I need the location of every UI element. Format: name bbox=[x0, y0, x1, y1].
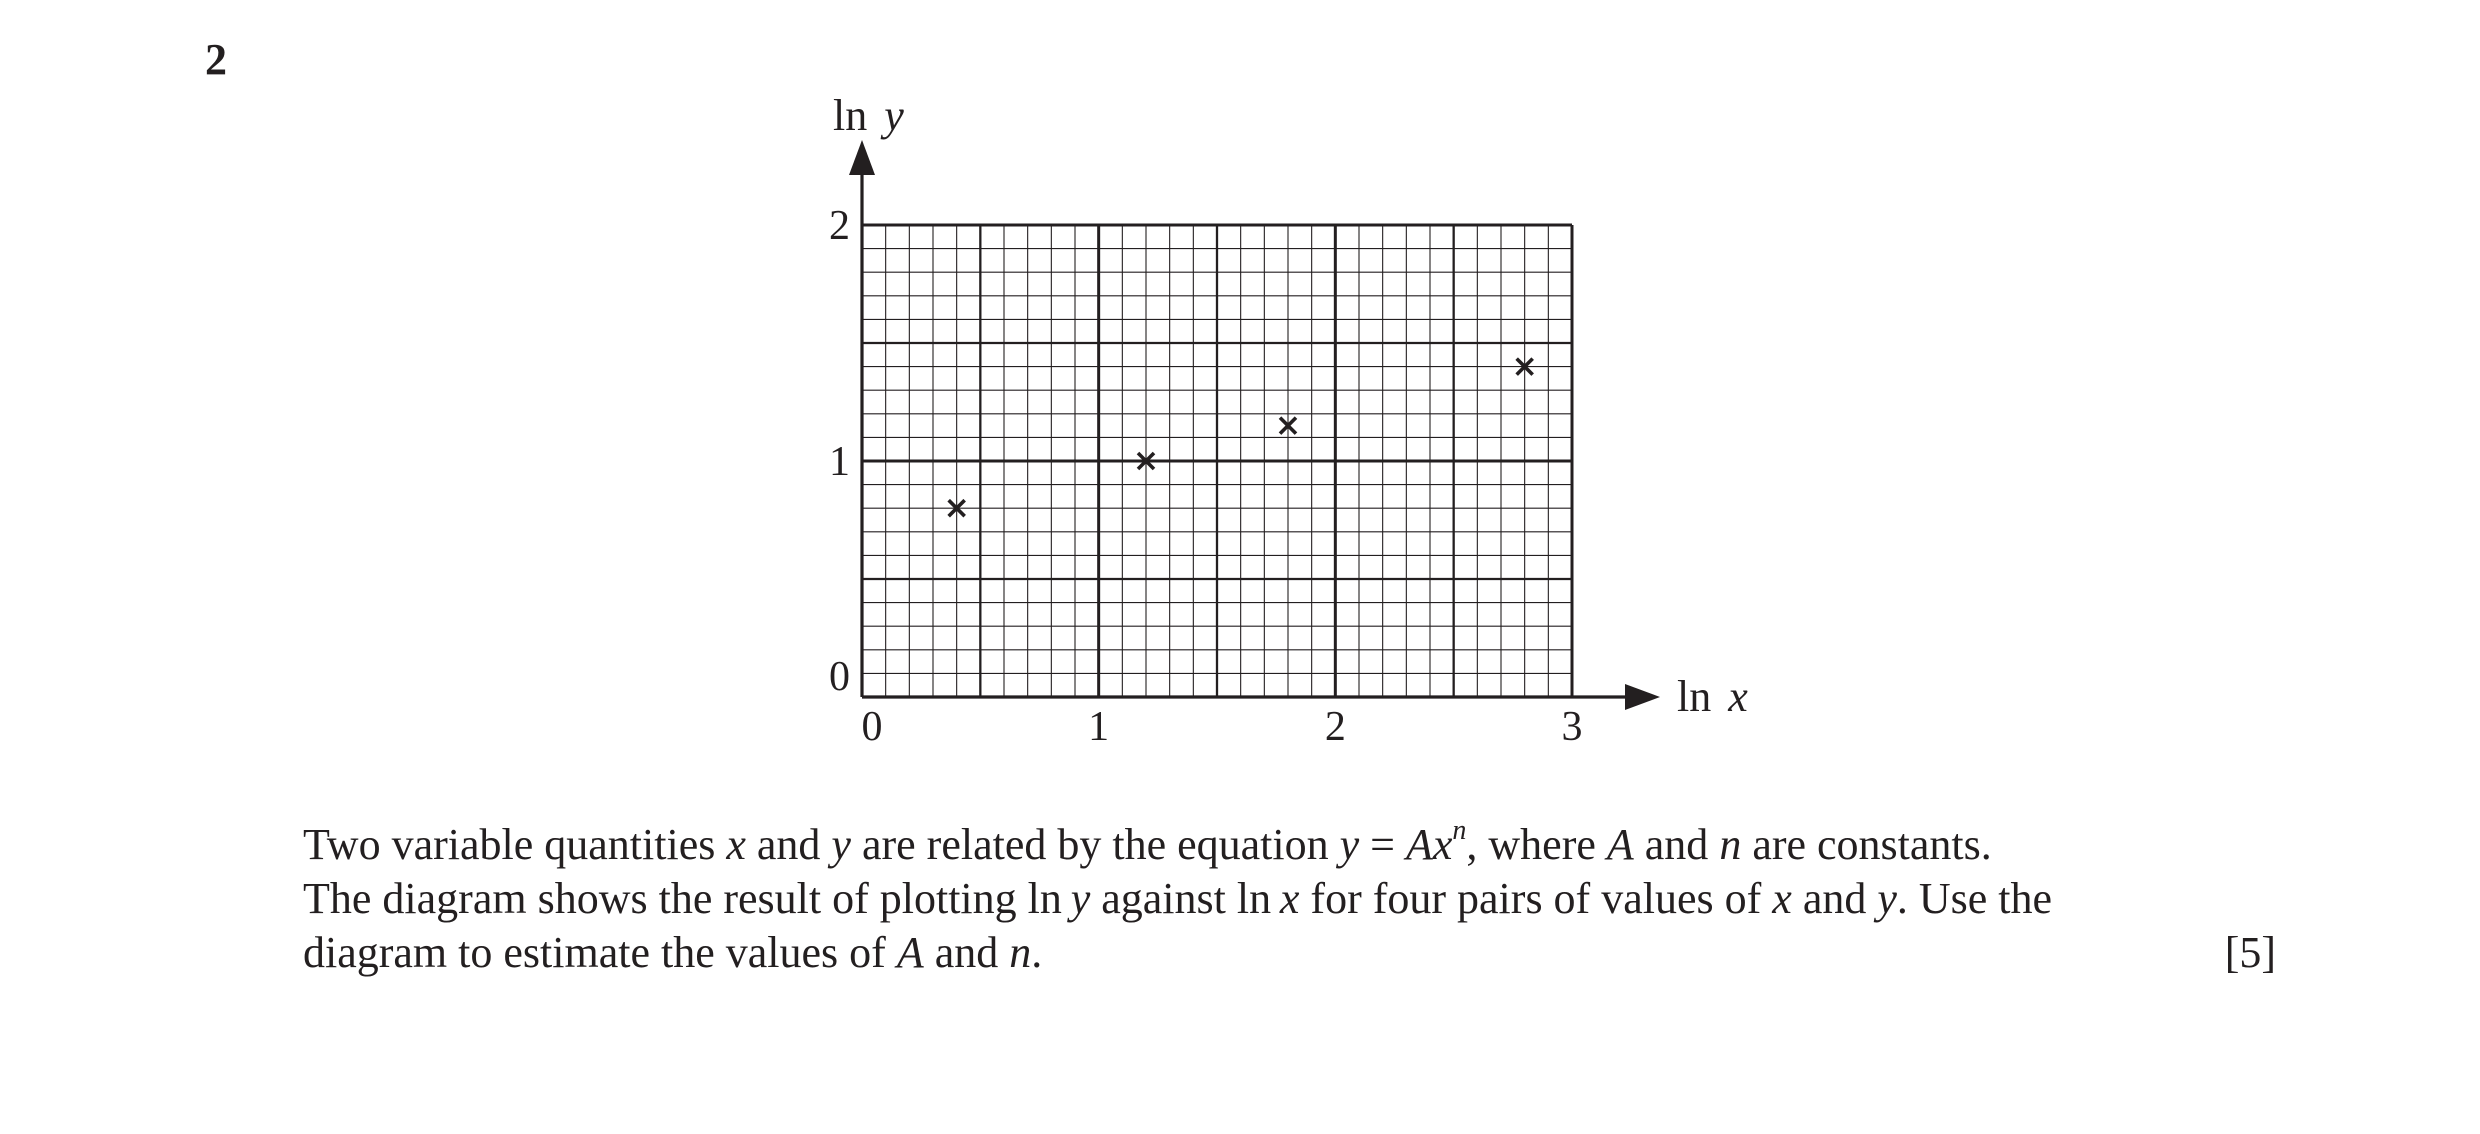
y-axis-label-prefix: ln bbox=[833, 91, 868, 140]
const-n: n bbox=[1009, 928, 1032, 977]
y-axis-label-var: y bbox=[884, 91, 904, 140]
question-line-3 bbox=[303, 926, 2276, 980]
text-fragment: The diagram shows the result of plotting ln bbox=[303, 874, 1071, 923]
equation-exponent: n bbox=[1452, 815, 1467, 847]
x-axis-label-prefix: ln bbox=[1677, 672, 1712, 721]
x-axis-arrow bbox=[1625, 684, 1660, 710]
equation-y: y bbox=[1339, 820, 1360, 869]
tick-labels bbox=[829, 203, 1583, 750]
const-a: A bbox=[896, 928, 924, 977]
const-a: A bbox=[1606, 820, 1634, 869]
text-fragment: are related by the equation bbox=[850, 820, 1340, 869]
var-x: x bbox=[726, 820, 746, 869]
y-tick-label: 2 bbox=[829, 203, 850, 249]
text-fragment: . Use the bbox=[1896, 874, 2053, 923]
text-fragment: for four pairs of values of bbox=[1299, 874, 1773, 923]
question-line-2 bbox=[303, 872, 2276, 926]
x-tick-label: 2 bbox=[1324, 704, 1346, 750]
marks-allocation: [5] bbox=[2224, 928, 2276, 977]
y-tick-label: 0 bbox=[829, 654, 850, 700]
var-y: y bbox=[1877, 874, 1897, 923]
text-fragment: against ln bbox=[1090, 874, 1280, 923]
text-fragment: Two variable quantities bbox=[303, 820, 727, 869]
text-fragment: , where bbox=[1466, 820, 1607, 869]
const-n: n bbox=[1719, 820, 1742, 869]
equation-ax: Ax bbox=[1405, 820, 1453, 869]
text-fragment: diagram to estimate the values of bbox=[303, 928, 897, 977]
y-axis-arrow bbox=[849, 140, 875, 175]
text-fragment: and bbox=[1633, 820, 1720, 869]
text-fragment: and bbox=[1791, 874, 1878, 923]
var-x: x bbox=[1772, 874, 1792, 923]
equation-equals: = bbox=[1359, 820, 1406, 869]
x-axis-label-var: x bbox=[1728, 672, 1748, 721]
x-tick-label: 1 bbox=[1088, 704, 1110, 750]
var-y: y bbox=[1070, 874, 1091, 923]
y-axis-label bbox=[833, 91, 904, 140]
text-fragment: and bbox=[923, 928, 1010, 977]
x-axis-label bbox=[1677, 672, 1748, 721]
x-tick-label: 3 bbox=[1561, 704, 1583, 750]
question-text bbox=[303, 815, 2276, 980]
text-fragment: and bbox=[745, 820, 832, 869]
y-tick-label: 1 bbox=[829, 439, 850, 485]
question-number: 2 bbox=[205, 35, 227, 84]
question-line-3-text bbox=[303, 926, 1042, 980]
var-y: y bbox=[831, 820, 851, 869]
question-line-1 bbox=[303, 815, 2276, 872]
text-fragment: are constants. bbox=[1741, 820, 1992, 869]
text-fragment: . bbox=[1031, 928, 1043, 977]
var-x: x bbox=[1279, 874, 1300, 923]
x-tick-label: 0 bbox=[861, 704, 883, 750]
